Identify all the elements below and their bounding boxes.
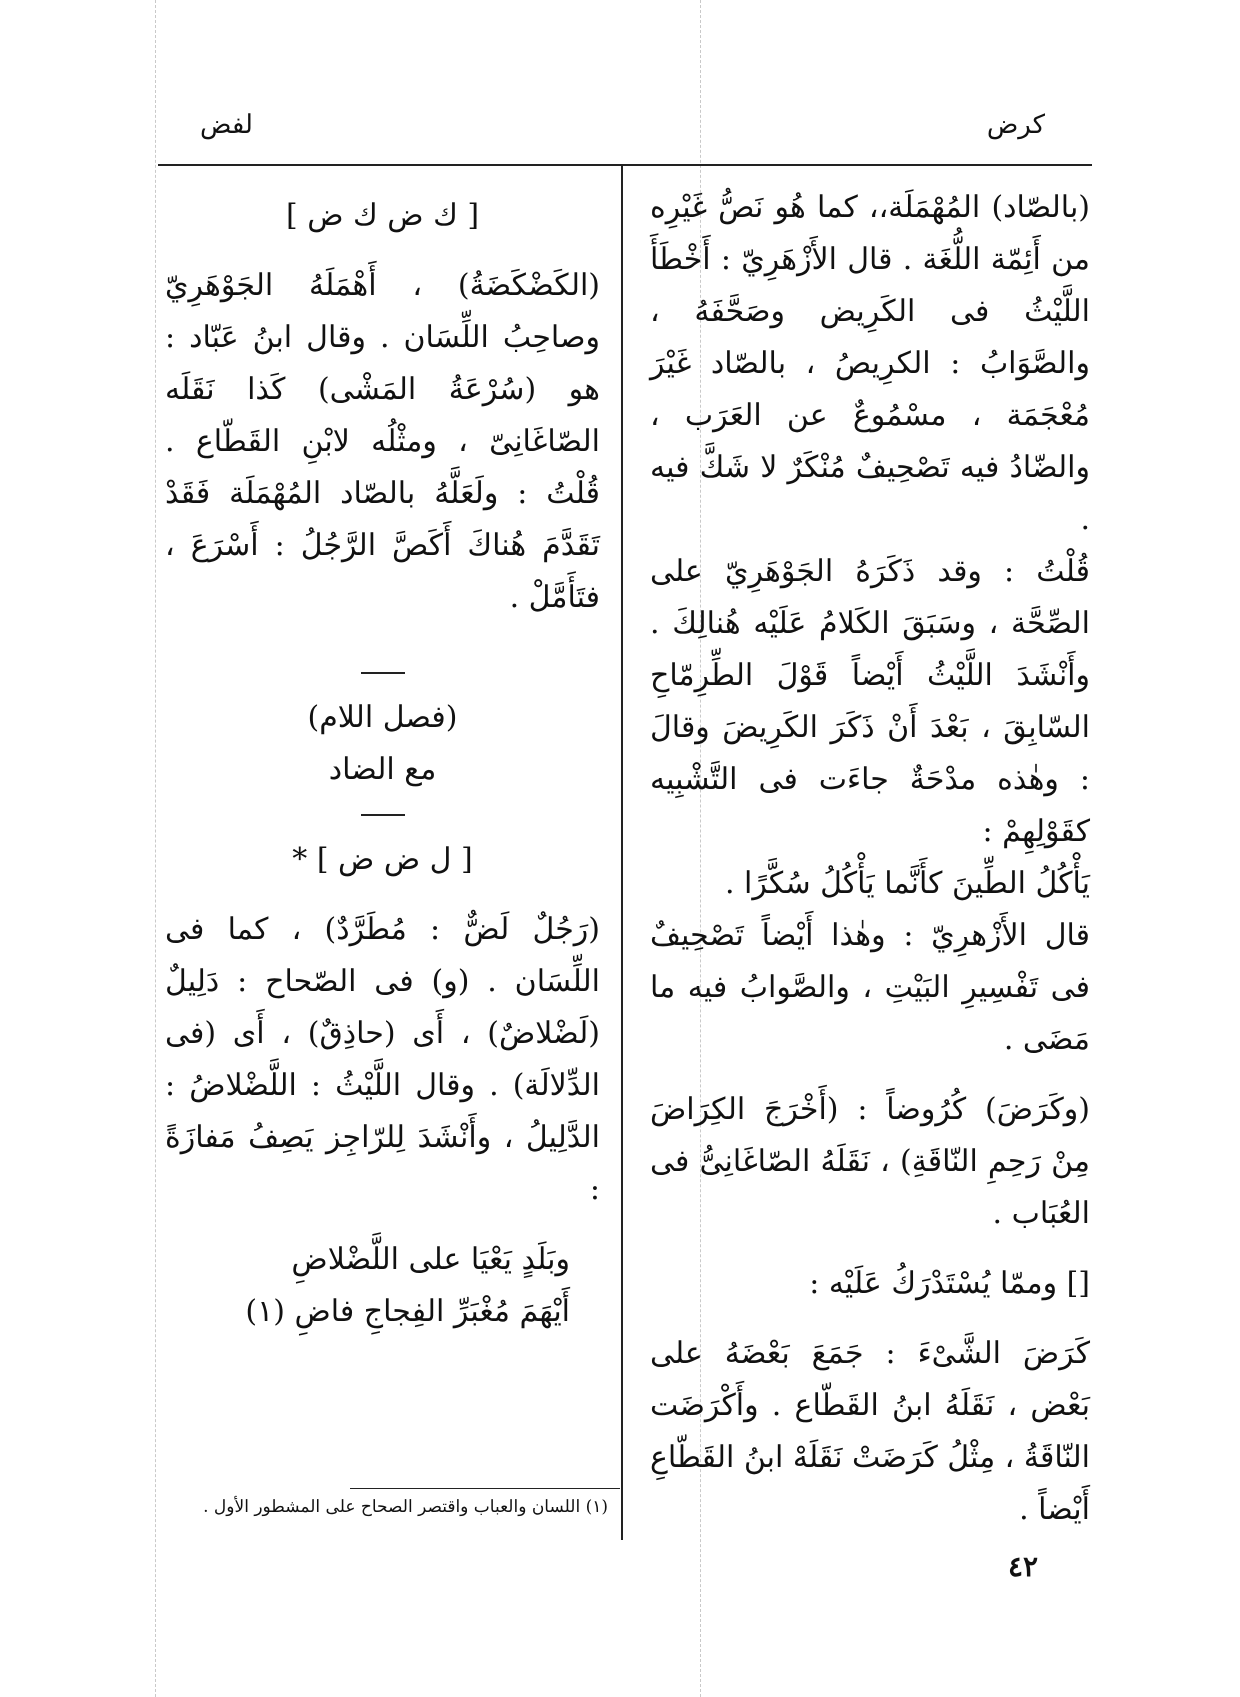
addendum-heading: [] وممّا يُسْتَدْرَكُ عَلَيْه : [809, 1266, 1090, 1301]
section-rule [361, 814, 405, 816]
poem-line: وبَلَدٍ يَعْيَا على اللَّضْلاضِ [291, 1242, 570, 1277]
page-number: ٤٢ [1008, 1550, 1039, 1583]
header-right-word: كرض [986, 110, 1045, 140]
scan-guide-line [155, 0, 156, 1697]
paragraph: (الكَضْكَضَةُ) ، أَهْمَلَهُ الجَوْهَرِيّ وصاحِبُ اللِّسَان . وقال ابنُ عَبّاد : هو (سُرْعَةُ المَشْى) كَذا نَقَلَه الصّاغَانِىّ ، ومثْلُه لابْنِ القَطّاع . قُلْتُ : ولَعَلَّهُ بالصّاد المُهْمَلَة فَقَدْ تَقَدَّمَ هُناكَ أَكَصَّ الرَّجُلُ : أَسْرَعَ ، فتَأَمَّلْ . [165, 268, 600, 615]
header-rule [158, 164, 1092, 166]
paragraph: قال الأَزْهرِيّ : وهٰذا أَيْضاً تَصْحِيفٌ فى تَفْسِيرِ البَيْتِ ، والصَّوابُ فيه ما مَضَى . [650, 918, 1090, 1057]
paragraph: (وكَرَضَ) كُرُوضاً : (أَخْرَجَ الكِرَاضَ مِنْ رَحِمِ النّاقَةِ) ، نَقَلَهُ الصّاغَانِىُّ فى العُبَاب . [650, 1092, 1090, 1231]
left-column [165, 190, 600, 1338]
entry-heading: [ ل ض ض ] * [292, 842, 473, 877]
section-title: (فصل اللام) [307, 700, 458, 735]
paragraph: قُلْتُ : وقد ذَكَرَهُ الجَوْهَرِيّ على الصِّحَّة ، وسَبَقَ الكَلامُ عَلَيْه هُنالِكَ . وأَنْشَدَ اللَّيْثُ أَيْضاً قَوْلَ الطِّرِمّاحِ السّابِقَ ، بَعْدَ أَنْ ذَكَرَ الكَرِيضَ وقالَ : وهٰذه مدْحَةٌ جاءَت فى التَّشْبِيه كقَوْلِهِمْ : [650, 554, 1090, 849]
entry-heading: [ ك ض ك ض ] [285, 198, 480, 233]
header-left-word: لفض [200, 110, 253, 140]
paragraph: (بالصّاد) المُهْمَلَة،، كما هُو نَصُّ غَيْرِه من أَئِمّة اللُّغَة . قال الأَزْهَرِيّ : أَخْطَأَ اللَّيْثُ فى الكَرِيض وصَحَّفَهُ ، والصَّوَابُ : الكرِيصُ ، بالصّاد غَيْرَ مُعْجَمَة ، مسْمُوعٌ عن العَرَب ، والضّادُ فيه تَصْحِيفٌ مُنْكَرٌ لا شَكَّ فيه . [650, 190, 1090, 537]
footnote: (١) اللسان والعباب واقتصر الصحاح على المشطور الأول . [203, 1497, 608, 1517]
section-subtitle: مع الضاد [328, 752, 437, 787]
column-divider [621, 165, 623, 1540]
footnote-rule [350, 1488, 620, 1489]
poem-line: أَيْهَمَ مُغْبَرِّ الفِجاجِ فاضِ (١) [245, 1294, 570, 1329]
paragraph: (رَجُلٌ لَضٌّ : مُطَرَّدٌ) ، كما فى اللِّسَان . (و) فى الصّحاح : دَلِيلٌ (لَضْلاضٌ) ، أَى (حاذِقٌ) ، أَى (فى الدِّلالَة) . وقال اللَّيْثُ : اللَّضْلاضُ : الدَّلِيلُ ، وأَنْشَدَ لِلرّاجِز يَصِفُ مَفازَةً : [165, 912, 600, 1207]
right-column [650, 182, 1090, 1536]
quoted-line: يَأْكُلُ الطِّينَ كأَنَّما يَأْكُلُ سُكَّرًا . [724, 866, 1090, 901]
paragraph: كَرَضَ الشَّىْءَ : جَمَعَ بَعْضَهُ على بَعْض ، نَقَلَهُ ابنُ القَطّاع . وأَكْرَضَت النّاقَةُ ، مِثْلُ كَرَضَتْ نَقَلَهْ ابنُ القَطّاعِ أَيْضاً . [650, 1336, 1090, 1527]
section-rule [361, 672, 405, 674]
